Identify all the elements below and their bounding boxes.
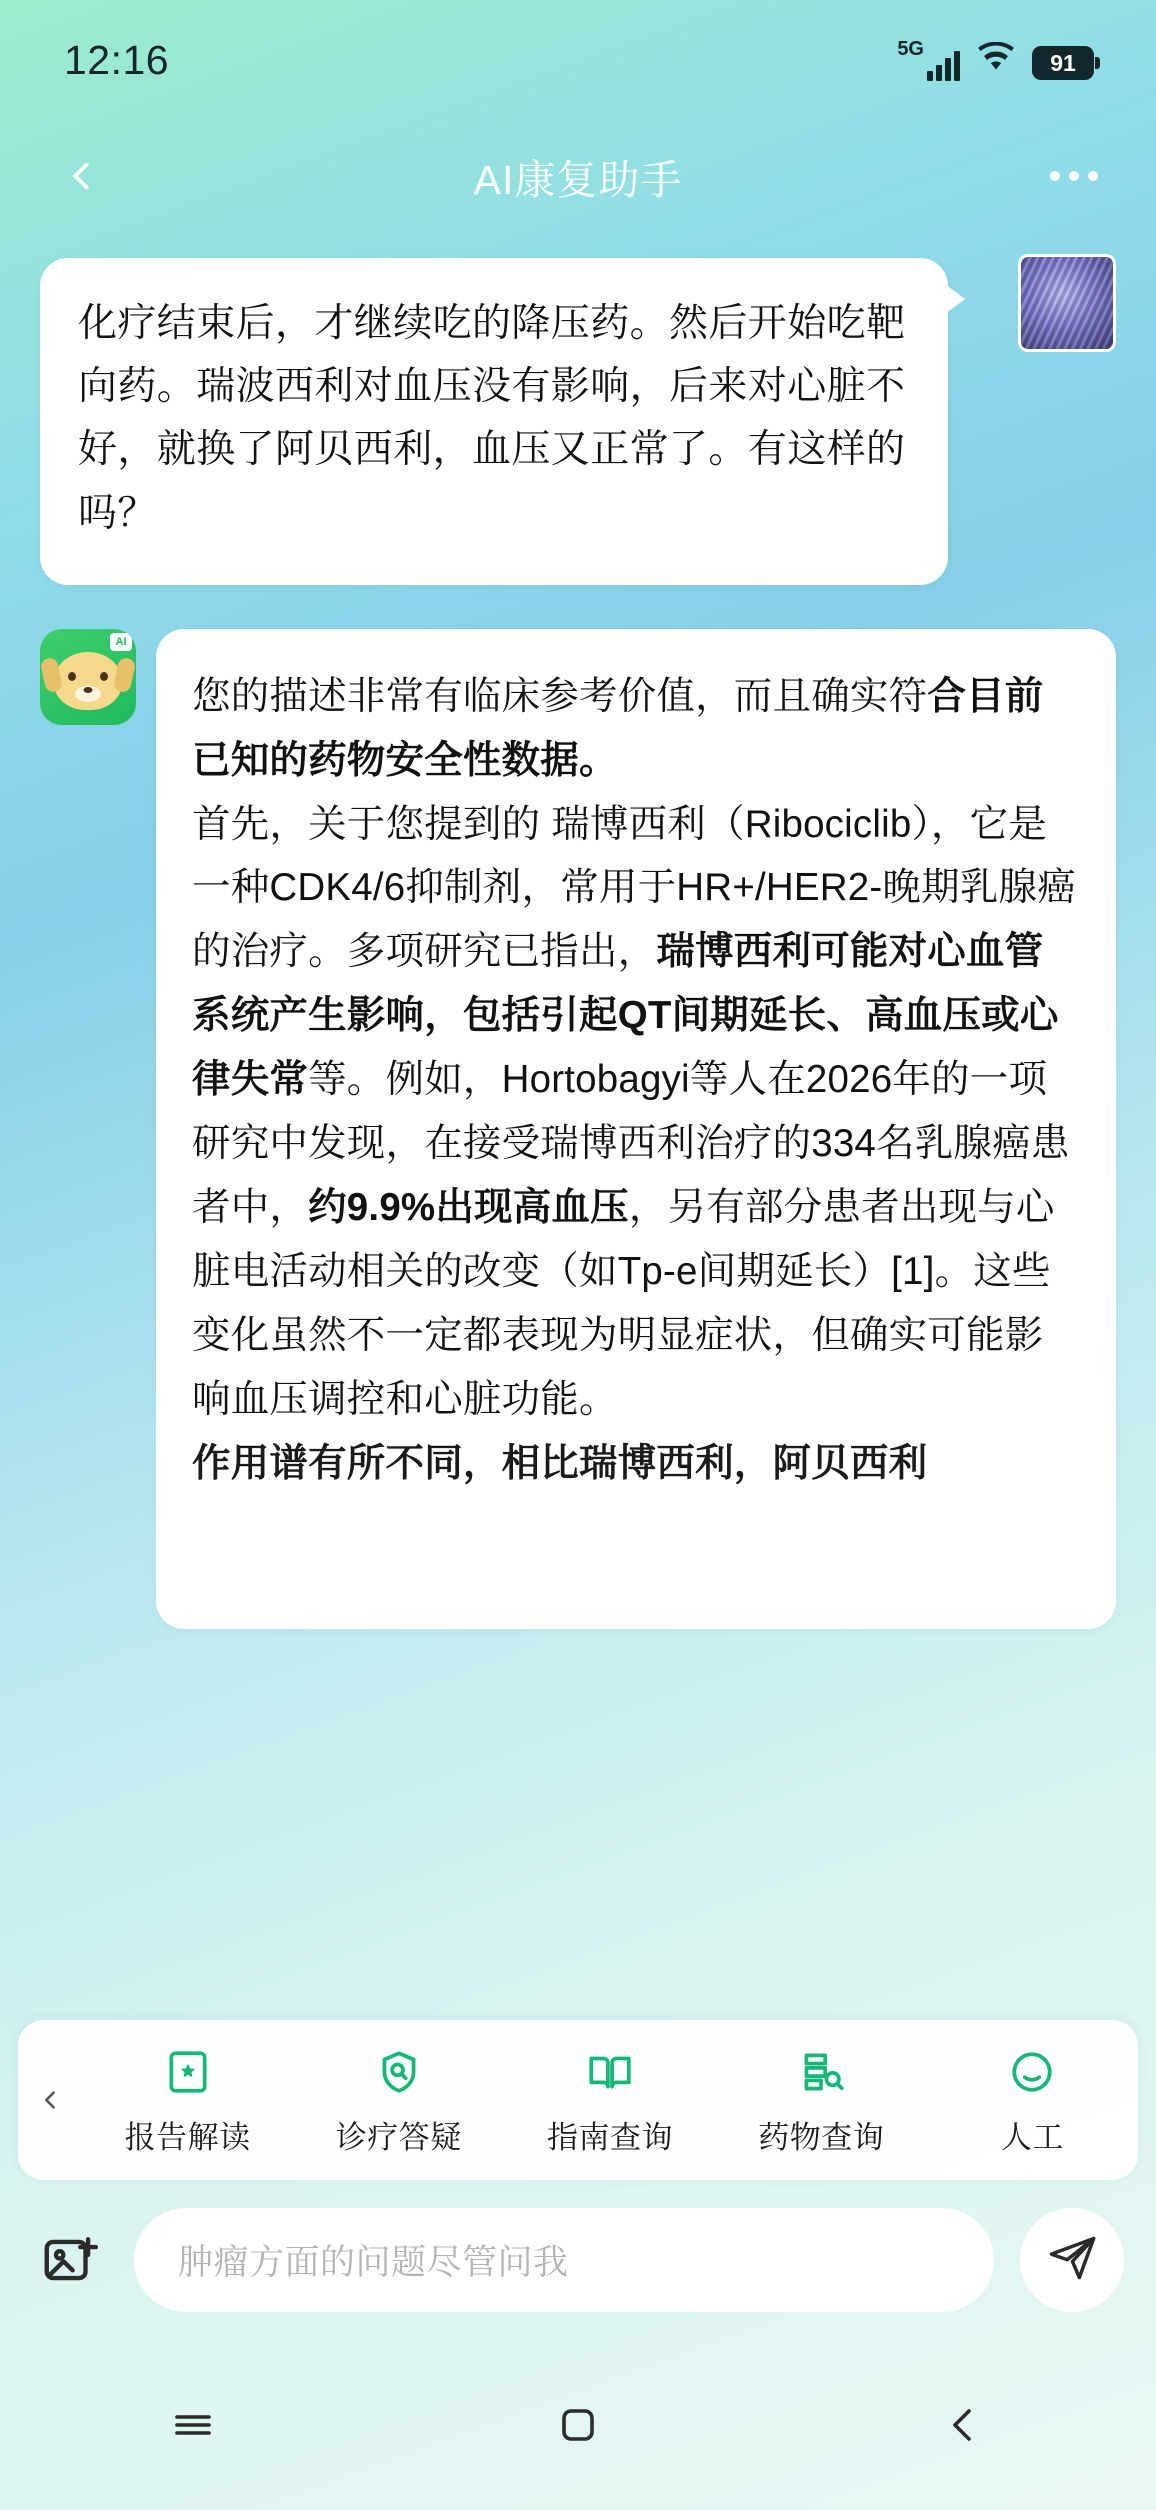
bot-message-bubble[interactable] — [156, 629, 1116, 1629]
system-nav-bar — [0, 2340, 1156, 2510]
add-image-icon[interactable] — [32, 2222, 108, 2298]
wifi-icon — [976, 42, 1016, 79]
bot-avatar-badge: AI — [110, 633, 132, 651]
page-title: AI康复助手 — [473, 156, 683, 203]
medicine-search-icon — [793, 2044, 849, 2100]
bot-paragraph-2 — [192, 793, 1080, 1432]
signal-indicator — [897, 39, 960, 81]
bot-paragraph-3-text: 作用谱有所不同，相比瑞博西利，阿贝西利 — [192, 1441, 928, 1485]
quick-action-drug[interactable] — [716, 2044, 927, 2157]
user-avatar — [1018, 254, 1116, 352]
more-options-icon[interactable] — [1050, 171, 1098, 181]
message-row-bot — [40, 629, 1116, 1629]
battery-indicator: 91 — [1032, 46, 1094, 80]
quick-action-guideline[interactable] — [504, 2044, 715, 2157]
status-bar — [0, 0, 1156, 120]
user-message-bubble[interactable] — [40, 258, 948, 585]
bot-paragraph-1 — [192, 665, 1080, 793]
home-square-icon[interactable] — [518, 2380, 638, 2470]
quick-action-guideline-label: 指南查询 — [547, 2119, 673, 2155]
message-input[interactable] — [134, 2208, 994, 2312]
quick-action-items — [82, 2044, 1138, 2157]
shield-search-icon — [371, 2044, 427, 2100]
headset-icon — [1004, 2044, 1060, 2100]
back-chevron-icon[interactable] — [54, 149, 108, 203]
quick-action-diagnosis[interactable] — [293, 2044, 504, 2157]
chat-area — [0, 232, 1156, 1629]
message-row-user — [40, 258, 1116, 585]
send-icon — [1046, 2232, 1098, 2289]
quick-action-human[interactable] — [927, 2044, 1138, 2157]
bot-avatar-dog — [40, 629, 136, 725]
status-time: 12:16 — [64, 36, 170, 83]
quick-action-report[interactable] — [82, 2044, 293, 2157]
quick-action-report-label: 报告解读 — [124, 2119, 251, 2155]
send-button[interactable] — [1020, 2208, 1124, 2312]
message-input-placeholder: 肿瘤方面的问题尽管问我 — [178, 2243, 569, 2282]
nav-back-icon[interactable] — [903, 2380, 1023, 2470]
bot-paragraph-2-text: 首先，关于您提到的 瑞博西利（Ribociclib），它是一种CDK4/6抑制剂，常用于HR+/HER2-晚期乳腺癌的治疗。多项研究已指出，瑞博西利可能对心血管系统产生影响，包括引起QT间期延长、高血压或心律失常等。例如，Hortobagyi等人在2026年的一项研究中发现，在接受瑞博西利治疗的334名乳腺癌患者中，约9.9%出现高血压，另有部分患者出现与心脏电活动相关的改变（如Tp-e间期延长）[1]。这些变化虽然不一定都表现为明显症状，但确实可能影响血压调控和心脏功能。 — [192, 802, 1076, 1421]
input-bar — [0, 2180, 1156, 2340]
signal-bars-icon — [927, 51, 960, 81]
report-icon — [160, 2044, 216, 2100]
chevron-left-icon[interactable] — [18, 2085, 82, 2115]
quick-action-human-label: 人工 — [1000, 2119, 1064, 2155]
menu-icon[interactable] — [133, 2380, 253, 2470]
bot-paragraph-1-text: 您的描述非常有临床参考价值，而且确实符合目前已知的药物安全性数据。 — [192, 674, 1044, 782]
user-message-text: 化疗结束后，才继续吃的降压药。然后开始吃靶向药。瑞波西利对血压没有影响，后来对心脏不好，就换了阿贝西利，血压又正常了。有这样的吗？ — [78, 302, 906, 535]
title-bar — [0, 120, 1156, 232]
network-type-label: 5G — [897, 38, 924, 60]
quick-action-diagnosis-label: 诊疗答疑 — [335, 2119, 462, 2155]
status-icons — [897, 39, 1094, 81]
quick-action-bar — [18, 2020, 1138, 2180]
quick-action-drug-label: 药物查询 — [758, 2119, 885, 2155]
book-icon — [582, 2044, 638, 2100]
bot-paragraph-3 — [192, 1432, 1080, 1496]
